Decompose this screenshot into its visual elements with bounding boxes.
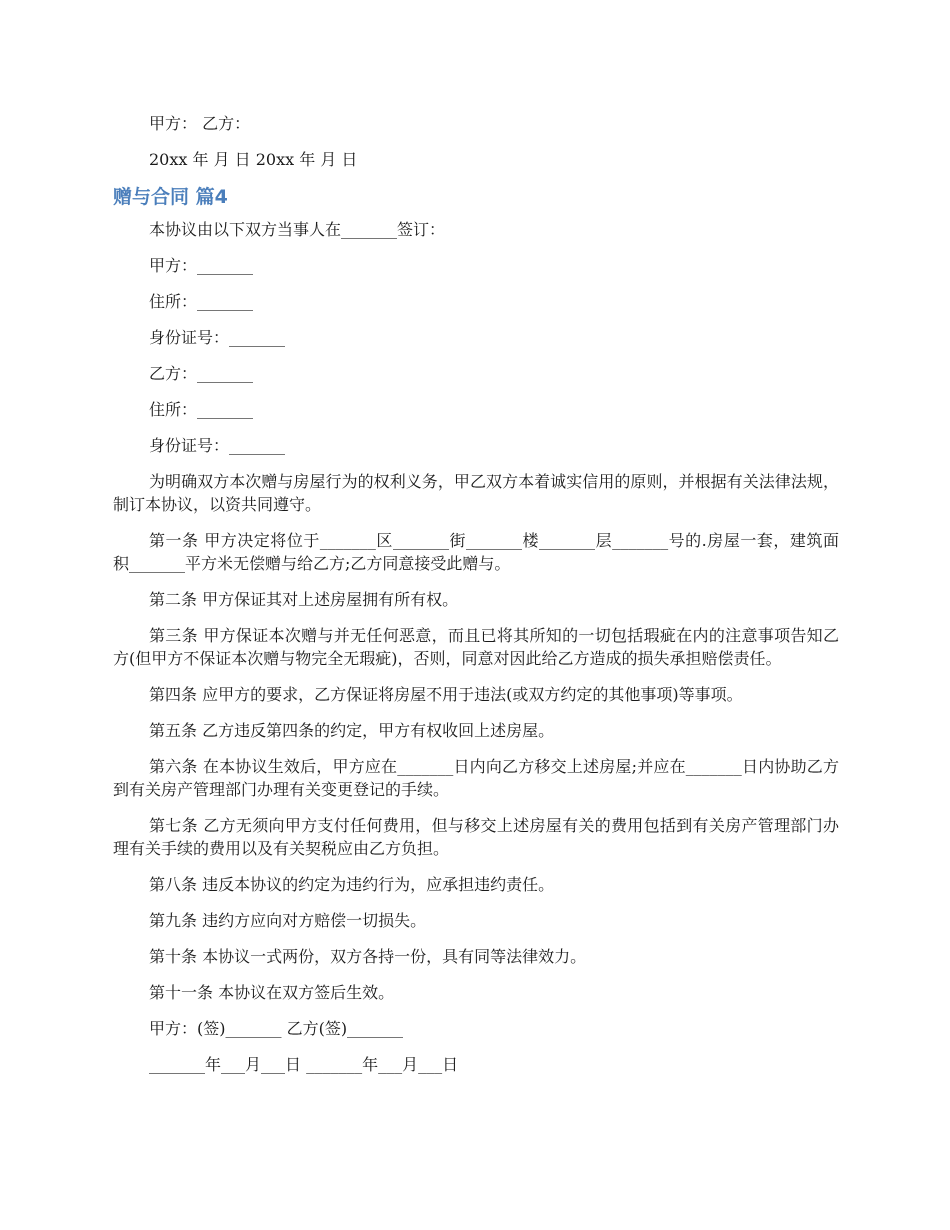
signature-line: 甲方：(签)_______ 乙方(签)_______: [149, 1019, 404, 1038]
party-a-id-field: 身份证号：_______: [149, 328, 286, 347]
intro-paragraph: 本协议由以下双方当事人在_______签订：: [149, 220, 446, 239]
article-10: 第十条 本协议一式两份，双方各持一份，具有同等法律效力。: [149, 947, 587, 966]
party-a-field: 甲方：_______: [149, 256, 254, 275]
article-8: 第八条 违反本协议的约定为违约行为，应承担违约责任。: [149, 875, 555, 894]
party-b-field: 乙方：_______: [149, 364, 254, 383]
section-heading: 赠与合同 篇4: [113, 186, 228, 208]
article-7: 第七条 乙方无须向甲方支付任何费用，但与移交上述房屋有关的费用包括到有关房产管理部门办理有关手续的费用以及有关契税应由乙方负担。: [113, 816, 839, 858]
preamble-paragraph: 为明确双方本次赠与房屋行为的权利义务，甲乙双方本着诚实信用的原则，并根据有关法律法规，制订本协议，以资共同遵守。: [113, 472, 839, 514]
document-body: [113, 112, 839, 1089]
article-4: 第四条 应甲方的要求，乙方保证将房屋不用于违法(或双方约定的其他事项)等事项。: [149, 685, 743, 704]
article-3: 第三条 甲方保证本次赠与并无任何恶意，而且已将其所知的一切包括瑕疵在内的注意事项告知乙方(但甲方不保证本次赠与物完全无瑕疵)，否则，同意对因此给乙方造成的损失承担赔偿责任。: [113, 626, 839, 668]
signature-date-line: 20xx 年 月 日 20xx 年 月 日: [149, 150, 358, 169]
article-9: 第九条 违约方应向对方赔偿一切损失。: [149, 911, 427, 930]
article-2: 第二条 甲方保证其对上述房屋拥有所有权。: [149, 590, 459, 609]
article-11: 第十一条 本协议在双方签后生效。: [149, 983, 395, 1002]
article-1: 第一条 甲方决定将位于_______区_______街_______楼_______层_______号的.房屋一套，建筑面积_______平方米无偿赠与给乙方;乙方同意接受此赠与。: [113, 531, 839, 573]
party-b-id-field: 身份证号：_______: [149, 436, 286, 455]
article-6: 第六条 在本协议生效后，甲方应在_______日内向乙方移交上述房屋;并应在_______日内协助乙方到有关房产管理部门办理有关变更登记的手续。: [113, 757, 839, 799]
party-a-address-field: 住所：_______: [149, 292, 254, 311]
party-b-address-field: 住所：_______: [149, 400, 254, 419]
date-line: _______年___月___日 _______年___月___日: [149, 1055, 459, 1074]
article-5: 第五条 乙方违反第四条的约定，甲方有权收回上述房屋。: [149, 721, 555, 740]
signature-parties-line: 甲方： 乙方：: [149, 114, 251, 133]
